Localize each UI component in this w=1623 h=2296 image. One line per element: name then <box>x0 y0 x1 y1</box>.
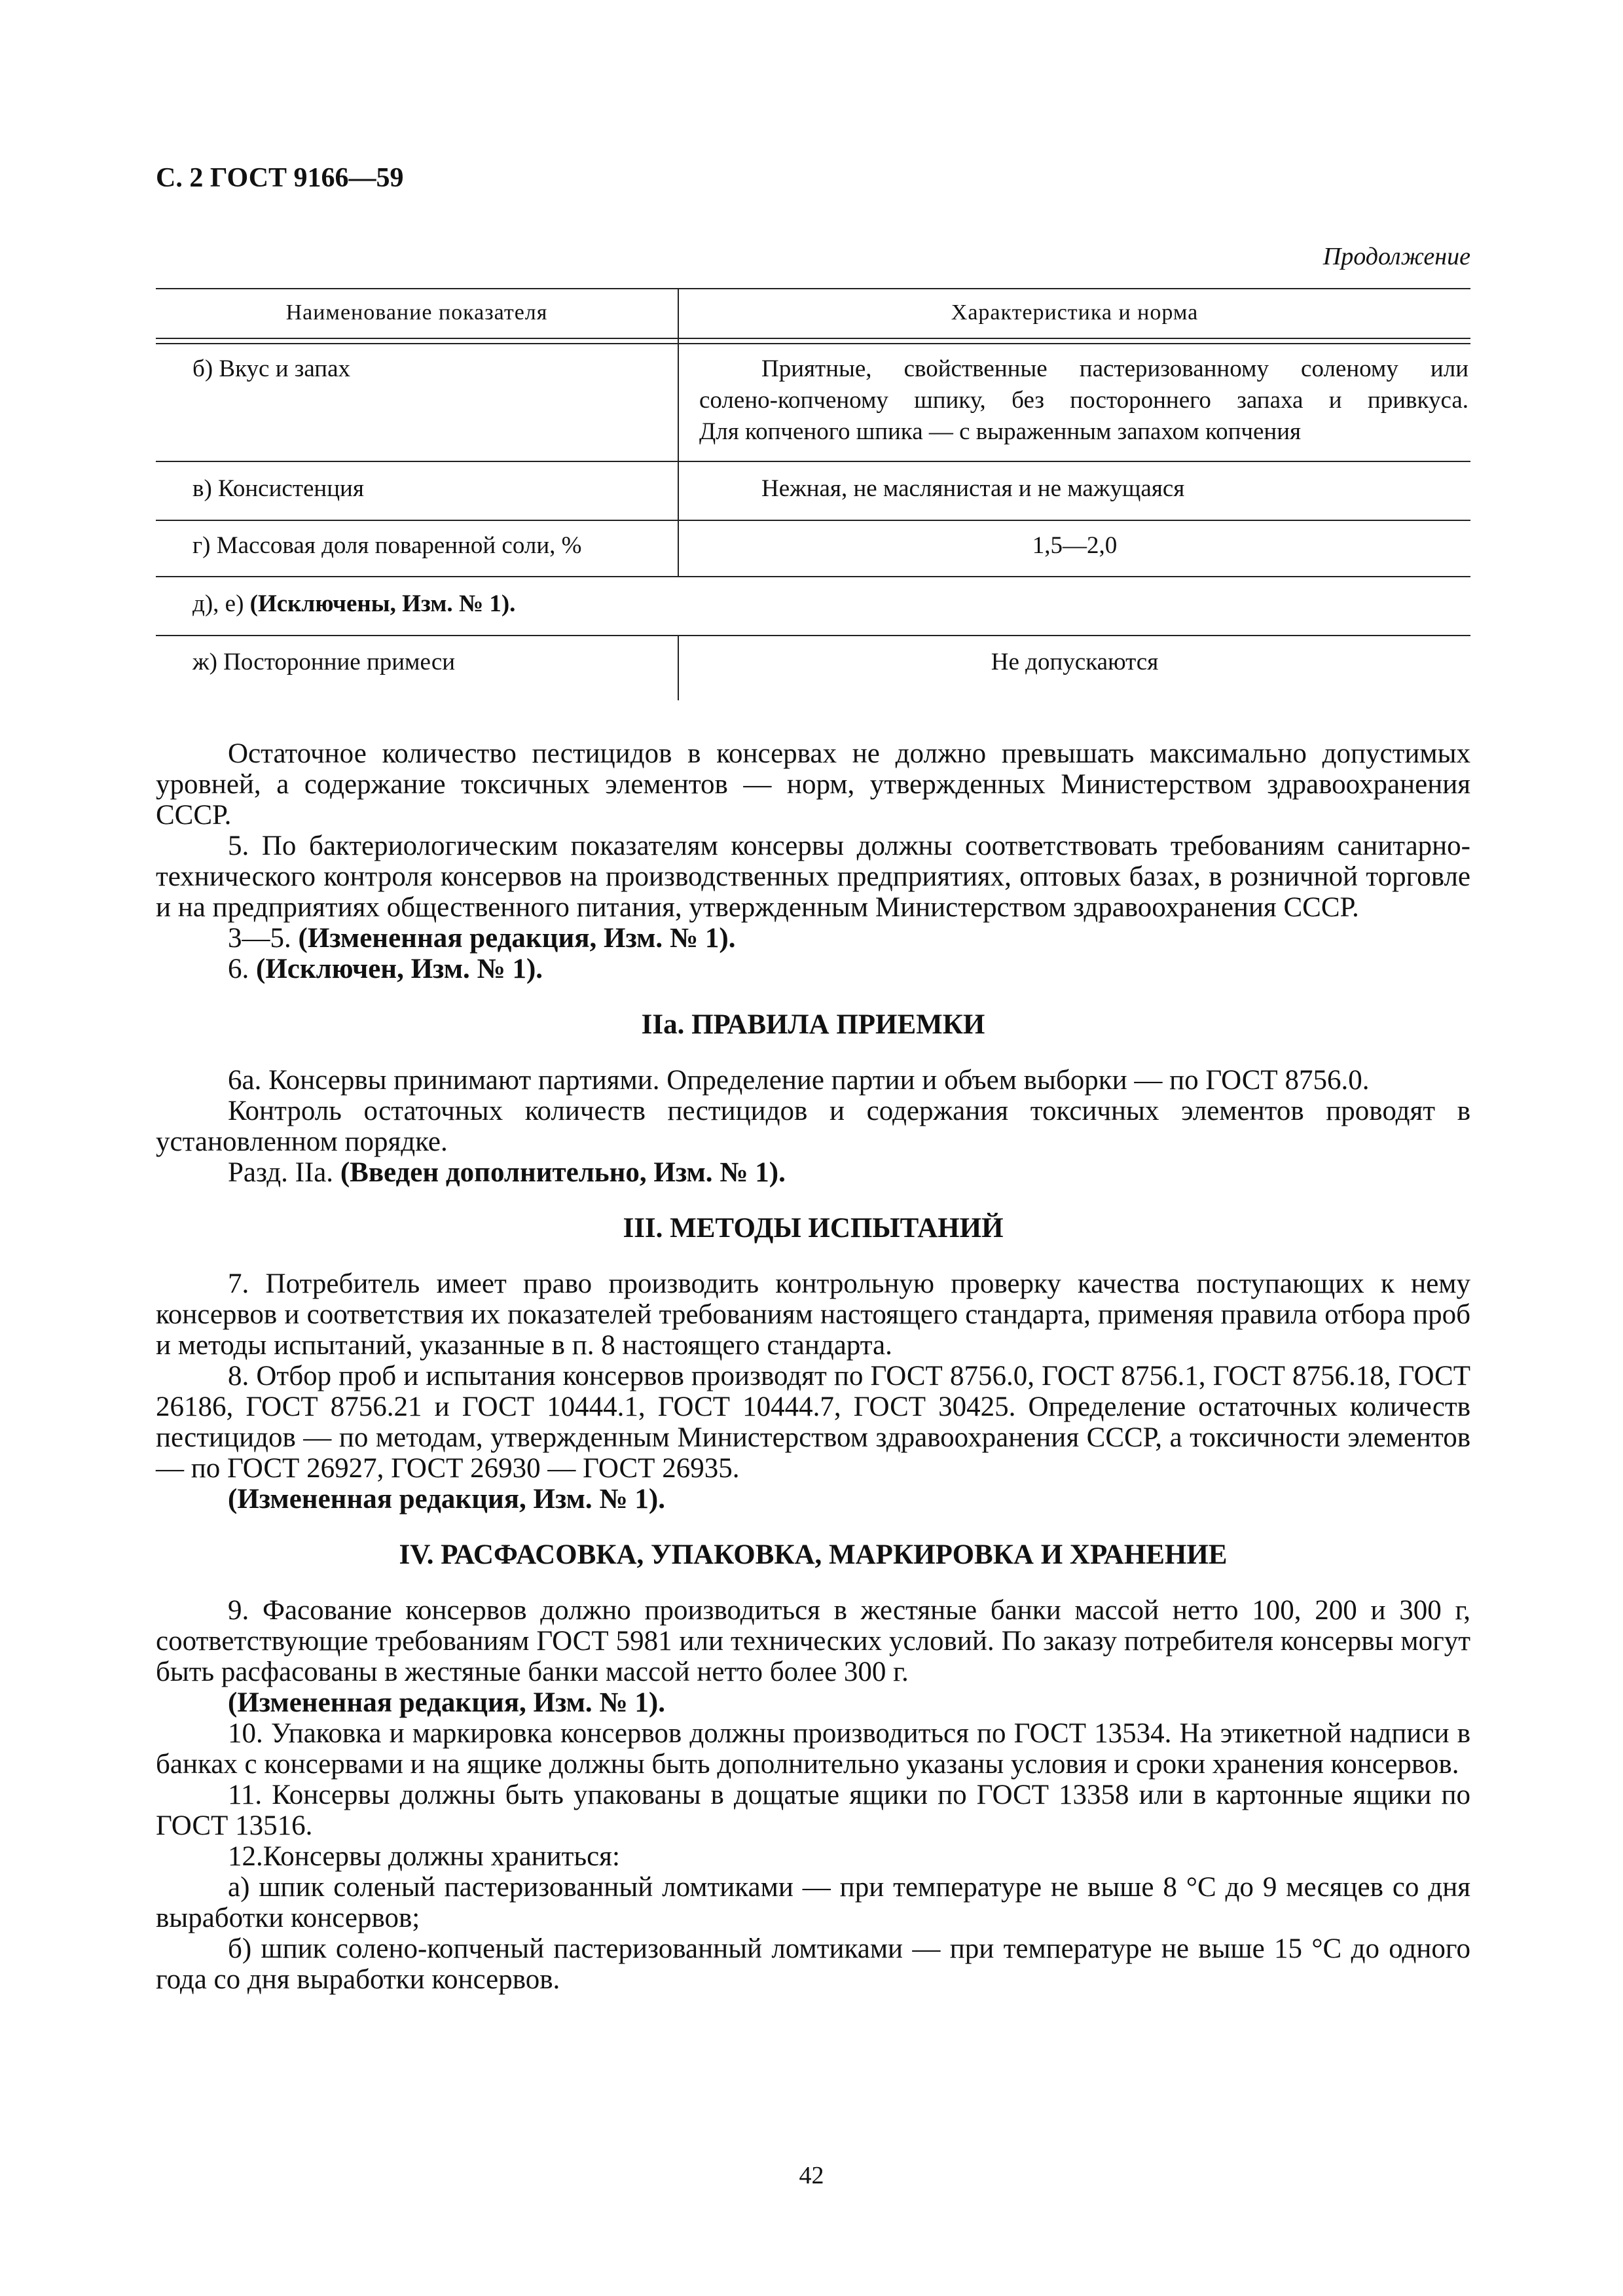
paragraph-10: 10. Упаковка и маркировка консервов должны производиться по ГОСТ 13534. На этикетной надписи в банках с консервами и на ящике должны быть дополнительно указаны условия и сроки хранения консервов. <box>156 1718 1470 1780</box>
paragraph-9: 9. Фасование консервов должно производиться в жестяные банки массой нетто 100, 200 и 300 г, соответствующие требованиям ГОСТ 5981 или технических условий. По заказу потребителя консервы могут быть расфасованы в жестяные банки массой нетто более 300 г. <box>156 1595 1470 1687</box>
row-impurities-name: ж) Посторонние примеси <box>192 649 456 675</box>
table-row-rule <box>156 635 1470 636</box>
table-header-rule-double <box>156 343 1470 344</box>
table-header-rule <box>156 338 1470 339</box>
row-salt-value: 1,5—2,0 <box>1032 532 1118 559</box>
paragraph-12b: б) шпик солено-копченый пастеризованный ломтиками — при температуре не выше 15 °С до одного года со дня выработки консервов. <box>156 1933 1470 1995</box>
paragraph-11: 11. Консервы должны быть упакованы в дощатые ящики по ГОСТ 13358 или в картонные ящики по ГОСТ 13516. <box>156 1780 1470 1841</box>
row-taste-value-line: солено-копченому шпику, без постороннего запаха и привкуса. <box>699 387 1468 414</box>
row-taste-value-line: Для копченого шпика — с выраженным запахом копчения <box>699 418 1302 445</box>
row-taste-name: б) Вкус и запах <box>192 355 351 382</box>
paragraph-6a: 6а. Консервы принимают партиями. Определение партии и объем выборки — по ГОСТ 8756.0. <box>228 1065 1370 1096</box>
continuation-label: Продолжение <box>1322 243 1470 270</box>
row-excluded-note: (Исключены, Изм. № 1). <box>249 590 516 617</box>
paragraph-7: 7. Потребитель имеет право производить контрольную проверку качества поступающих к нему консервов и соответствия их показателей требованиям настоящего стандарта, применяя правила отбора проб и методы испытаний, указанные в п. 8 настоящего стандарта. <box>156 1268 1470 1361</box>
section-title-packaging: IV. РАСФАСОВКА, УПАКОВКА, МАРКИРОВКА И ХРАНЕНИЕ <box>399 1539 1228 1570</box>
paragraph-8: 8. Отбор проб и испытания консервов производят по ГОСТ 8756.0, ГОСТ 8756.1, ГОСТ 8756.18, ГОСТ 26186, ГОСТ 8756.21 и ГОСТ 10444.1, ГОСТ 10444.7, ГОСТ 30425. Определение остаточных количеств пестицидов — по методам, утвержденным Министерством здравоохранения СССР, а токсичности элементов — по ГОСТ 26927, ГОСТ 26930 — ГОСТ 26935. <box>156 1361 1470 1484</box>
row-impurities-value: Не допускаются <box>991 649 1159 675</box>
amendment-note: Разд. IIа. (Введен дополнительно, Изм. № 1). <box>228 1157 786 1188</box>
table-row-rule <box>156 520 1470 521</box>
row-salt-name: г) Массовая доля поваренной соли, % <box>192 532 582 559</box>
row-taste-value-line: Приятные, свойственные пастеризованному соленому или <box>761 355 1468 382</box>
paragraph-5: 5. По бактериологическим показателям консервы должны соответствовать требованиям санитарно-технического контроля консервов на производственных предприятиях, оптовых базах, в розничной торговле и на предприятиях общественного питания, утвержденным Министерством здравоохранения СССР. <box>156 831 1470 923</box>
row-taste-value <box>699 353 1468 448</box>
paragraph: Контроль остаточных количеств пестицидов и содержания токсичных элементов проводят в установленном порядке. <box>156 1096 1470 1157</box>
amendment-note: 6. (Исключен, Изм. № 1). <box>228 954 543 984</box>
document-body <box>156 738 1470 1995</box>
paragraph-12a: а) шпик соленый пастеризованный ломтиками — при температуре не выше 8 °С до 9 месяцев со дня выработки консервов; <box>156 1872 1470 1933</box>
row-excluded-prefix: д), е) <box>192 590 250 617</box>
page-number: 42 <box>799 2162 824 2189</box>
row-consistency-name: в) Консистенция <box>192 475 364 502</box>
table-row-rule <box>156 461 1470 462</box>
table-row-rule <box>156 576 1470 577</box>
paragraph: Остаточное количество пестицидов в консервах не должно превышать максимально допустимых уровней, а содержание токсичных элементов — норм, утвержденных Министерством здравоохранения СССР. <box>156 738 1470 831</box>
row-excluded <box>192 588 515 620</box>
amendment-note: 3—5. (Измененная редакция, Изм. № 1). <box>228 923 736 954</box>
section-title-acceptance: IIа. ПРАВИЛА ПРИЕМКИ <box>641 1009 985 1040</box>
section-title-test-methods: III. МЕТОДЫ ИСПЫТАНИЙ <box>623 1213 1004 1244</box>
paragraph-12: 12.Консервы должны храниться: <box>228 1841 620 1872</box>
row-consistency-value: Нежная, не маслянистая и не мажущаяся <box>761 475 1185 502</box>
amendment-note: (Измененная редакция, Изм. № 1). <box>228 1484 665 1515</box>
table-top-rule <box>156 288 1470 289</box>
column-header-value: Характеристика и норма <box>951 300 1199 325</box>
amendment-note: (Измененная редакция, Изм. № 1). <box>228 1687 665 1718</box>
column-header-name: Наименование показателя <box>285 300 548 325</box>
page-header: С. 2 ГОСТ 9166—59 <box>156 163 404 193</box>
